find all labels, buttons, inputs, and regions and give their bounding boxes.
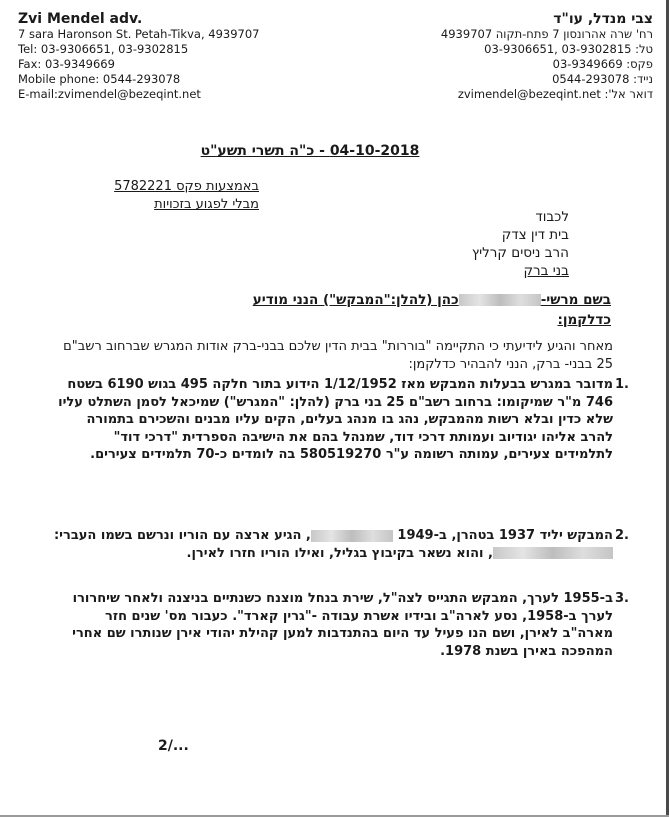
sender-address-en: 7 sara Haronson St. Petah-Tikva, 4939707 xyxy=(18,27,260,41)
paragraph-2-number: .2 xyxy=(615,528,629,543)
paragraph-2: .2 המבקש יליד 1937 בטהרן, ב-1949 , הגיע ארצה עם הוריו ונרשם בשמו העברי: , והוא נשאר בקיבוץ בגליל, ואילו הוריו חזרו לאירן. xyxy=(53,528,629,561)
intro-statement xyxy=(51,290,611,330)
paragraph-1-number: .1 xyxy=(615,377,629,392)
recipient-block xyxy=(369,208,569,280)
paragraph-1 xyxy=(53,376,629,464)
recipient-city: בני ברק xyxy=(523,263,569,279)
sender-mobile-he: נייד: 0544-293078 xyxy=(552,72,653,86)
sender-email-en: E-mail:zvimendel@bezeqint.net xyxy=(18,87,201,101)
sender-name-he: צבי מנדל, עו"ד xyxy=(553,11,653,27)
letter-date: 04-10-2018 - כ"ה תשרי תשע"ט xyxy=(200,143,420,159)
paragraph-3 xyxy=(53,590,629,660)
recipient-salutation: לכבוד xyxy=(535,209,569,225)
paragraph-2-text-b: הגיע ארצה עם הוריו ונרשם בשמו העברי: xyxy=(53,528,302,543)
intro-line2: כדלקמן: xyxy=(557,312,611,328)
paragraph-3-number: .3 xyxy=(615,591,629,606)
delivery-note xyxy=(29,178,259,214)
fax-line: באמצעות פקס 5782221 xyxy=(114,179,259,194)
recipient-rabbi: הרב ניסים קרליץ xyxy=(471,245,569,261)
intro-after: כהן (להלן:"המבקש") הנני מודיע xyxy=(252,292,459,308)
recipient-court: בית דין צדק xyxy=(501,227,569,243)
sender-fax-he: פקס: 03-9349669 xyxy=(552,57,653,71)
header-english xyxy=(18,12,318,102)
intro-before: בשם מרשי- xyxy=(540,292,611,308)
sender-address-he: רח' שרה אהרונסון 7 פתח-תקוה 4939707 xyxy=(440,27,653,41)
paragraph-3-text: ב-1955 לערך, המבקש התגייס לצה"ל, שירת בנחל מוצנח כשנתיים בניצנה ולאחר שיחרורו לערך ב-1958, נסע לארה"ב ובידיו אשרת עבודה -"גרין קארד". כעבור מס' שנים חזר מארה"ב לאירן, ושם הנו פעיל עד היום בהתנדבות למען קהילת יהודי אירן שנותרו שם אחרי המהפכה באירן בשנת 1978. xyxy=(72,591,613,659)
redacted-segment-1 xyxy=(311,530,393,542)
sender-tel-he: טל: 03-9302815 ,03-9306651 xyxy=(484,42,653,56)
sender-mobile-en: Mobile phone: 0544-293078 xyxy=(18,72,181,86)
header-hebrew xyxy=(363,12,653,102)
paragraph-1-text: מדובר במגרש בבעלות המבקש מאז 1/12/1952 הידוע בתור חלקה 495 בגוש 6190 בשטח 746 מ"ר שמיקומו: ברחוב רשב"ם 25 בני ברק (להלן: "המגרש") שמיכאל לסמן השתלט עליו שלא כדין ובלא רשות מהמבקש, נהג בו מנהג בעלים, הקים עליו מבנים והשכירם בתמורה להרב אליהו יגודיוב ועמותת דרכי דוד, שמנהל בהם את הישיבה הספרדית "דרכי דוד" לתלמידים צעירים, עמותה רשומה ע"ר 580519270 בה לומדים כ-70 תלמידים צעירים. xyxy=(58,377,613,462)
redacted-segment-2 xyxy=(493,547,613,559)
sender-fax-en: Fax: 03-9349669 xyxy=(18,57,115,71)
sender-email-he: דואר אל': zvimendel@bezeqint.net xyxy=(457,87,653,101)
paragraph-2-text-c: והוא נשאר בקיבוץ בגליל, ואילו הוריו חזרו לאירן. xyxy=(186,545,484,561)
sender-name-en: Zvi Mendel adv. xyxy=(18,11,143,27)
redacted-name xyxy=(459,294,541,306)
without-prejudice-line: מבלי לפגוע בזכויות xyxy=(154,197,259,212)
page-number: 2/... xyxy=(158,738,189,754)
paragraph-2-text-a: המבקש יליד 1937 בטהרן, ב-1949 xyxy=(397,528,613,543)
sender-tel-en: Tel: 03-9306651, 03-9302815 xyxy=(18,42,189,56)
opening-paragraph: מאחר והגיע לידיעתי כי התקיימה "בוררות" בבית הדין שלכם בבני-ברק אודות המגרש שברחוב רשב"ם 25 בבני- ברק, הנני להבהיר כדלקמן: xyxy=(63,339,613,372)
